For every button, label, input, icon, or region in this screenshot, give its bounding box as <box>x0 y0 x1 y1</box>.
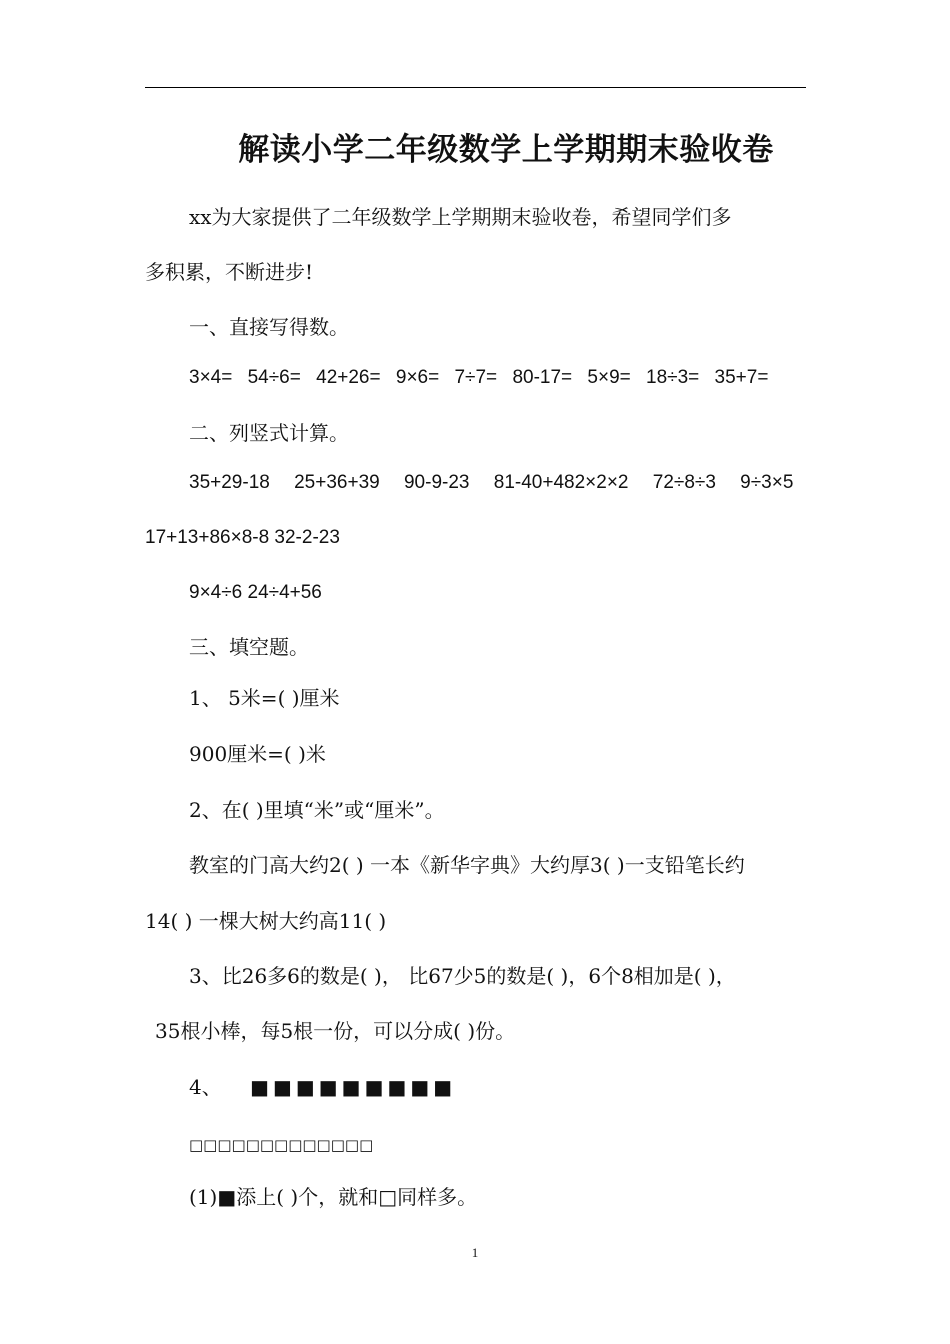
calc-item: 72÷8÷3 <box>652 472 716 493</box>
section-3-heading: 三、填空题。 <box>189 635 309 659</box>
question-3-line-2: 35根小棒，每5根一份，可以分成( )份。 <box>155 1019 516 1043</box>
calc-item: 7÷7= <box>454 367 498 388</box>
intro-line-2: 多积累，不断进步! <box>145 260 314 284</box>
calc-item: 5×9= <box>587 367 631 388</box>
calc-item: 81-40+482×2×2 <box>493 472 629 493</box>
question-1-line-1: 1、 5米=( )厘米 <box>189 686 340 710</box>
question-1-line-2: 900厘米=( )米 <box>189 742 326 766</box>
calc-item: 18÷3= <box>646 367 700 388</box>
calc-item: 90-9-23 <box>403 472 470 493</box>
question-3-line-1: 3、比26多6的数是( )， 比67少5的数是( )，6个8相加是( )， <box>189 964 736 988</box>
section-2-line-2: 17+13+86×8-8 32-2-23 <box>145 527 340 548</box>
calc-item: 25+36+39 <box>294 472 380 493</box>
section-1-items <box>189 364 768 392</box>
calc-item: 54÷6= <box>247 367 301 388</box>
calc-item: 80-17= <box>512 367 573 388</box>
calc-item: 9÷3×5 <box>740 472 794 493</box>
section-2-heading: 二、列竖式计算。 <box>189 421 349 445</box>
question-4-line <box>189 1073 456 1101</box>
hollow-squares: □□□□□□□□□□□□□ <box>189 1136 374 1154</box>
question-2-line-3: 14( ) 一棵大树大约高11( ) <box>145 909 387 933</box>
header-rule <box>145 87 806 88</box>
calc-item: 42+26= <box>316 367 381 388</box>
calc-item: 35+29-18 <box>189 472 270 493</box>
calc-item: 35+7= <box>714 367 769 388</box>
question-4-sub-1: (1)■添上( )个，就和□同样多。 <box>189 1185 478 1209</box>
question-2-line-1: 2、在( )里填“米”或“厘米”。 <box>189 798 445 822</box>
section-2-items <box>189 469 793 497</box>
section-2-line-3: 9×4÷6 24÷4+56 <box>189 582 322 603</box>
filled-squares: ■■■■■■■■■ <box>250 1075 457 1099</box>
calc-item: 9×6= <box>395 367 440 388</box>
document-title: 解读小学二年级数学上学期期末验收卷 <box>238 132 774 168</box>
calc-item: 3×4= <box>189 367 233 388</box>
question-4-label: 4、 <box>189 1075 222 1099</box>
section-1-heading: 一、直接写得数。 <box>189 315 349 339</box>
question-2-line-2: 教室的门高大约2( ) 一本《新华字典》大约厚3( )一支铅笔长约 <box>189 853 745 877</box>
page-number: 1 <box>471 1245 479 1260</box>
intro-line-1: xx为大家提供了二年级数学上学期期末验收卷，希望同学们多 <box>189 205 732 229</box>
